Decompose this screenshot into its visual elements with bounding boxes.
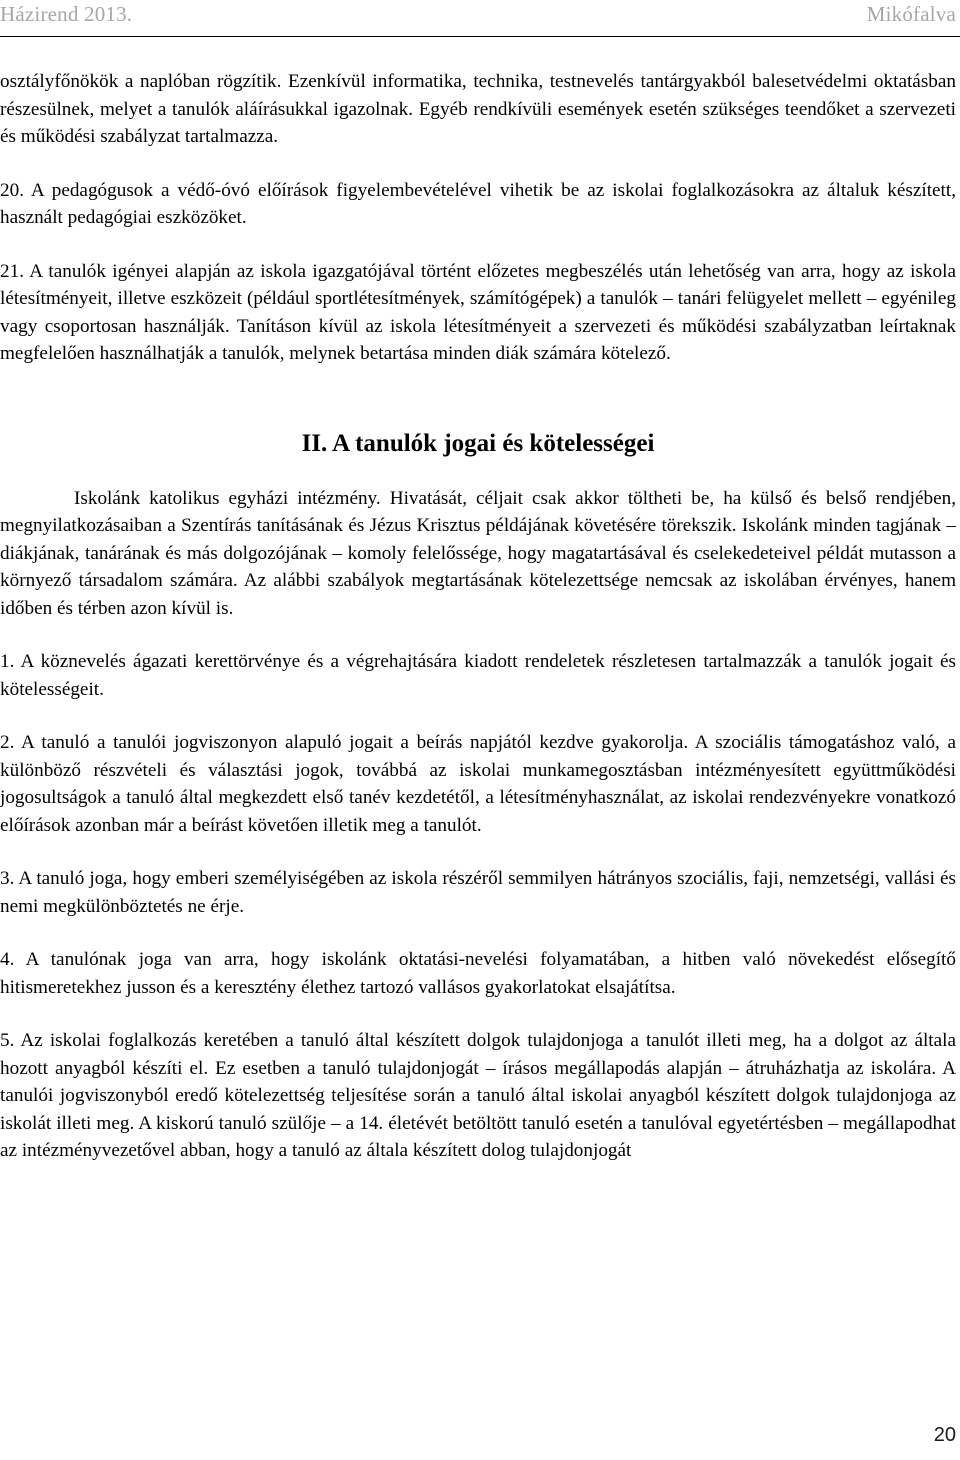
document-body xyxy=(0,68,956,1165)
header-school-name: Mikófalva xyxy=(866,2,956,26)
paragraph-continued: osztályfőnökök a naplóban rögzítik. Ezenkívül informatika, technika, testnevelés tantárgyakból balesetvédelmi oktatásban részesülnek, melyet a tanulók aláírásukkal igazolnak. Egyéb rendkívüli események esetén szükséges teendőket a szervezeti és működési szabályzat tartalmazza. xyxy=(0,71,956,147)
page-header xyxy=(0,0,960,37)
paragraph-20: 20. A pedagógusok a védő-óvó előírások figyelembevételével vihetik be az iskolai foglalkozásokra az általuk készített, használt pedagógiai eszközöket. xyxy=(0,179,956,228)
item-4: 4. A tanulónak joga van arra, hogy iskolánk oktatási-nevelési folyamatában, a hitben való növekedést elősegítő hitismeretekhez jusson és a keresztény élethez tartozó vallásos gyakorlatokat elsajátítsa. xyxy=(0,949,956,998)
paragraph-21: 21. A tanulók igényei alapján az iskola igazgatójával történt előzetes megbeszélés után lehetőség van arra, hogy az iskola létesítményeit, illetve eszközeit (például sportlétesítmények, számítógépek) a tanulók – tanári felügyelet mellett – egyénileg vagy csoportosan használják. Tanításon kívül az iskola létesítményeit a szervezeti és működési szabályzatban leírtaknak megfelelően használhatják a tanulók, melynek betartása minden diák számára kötelező. xyxy=(0,260,956,364)
item-5: 5. Az iskolai foglalkozás keretében a tanuló által készített dolgok tulajdonjoga a tanulót illeti meg, ha a dolgot az általa hozott anyagból készíti el. Ez esetben a tanuló tulajdonjogát – írásos megállapodás alapján – átruházhatja az iskolára. A tanulói jogviszonyból eredő kötelezettség teljesítése során a tanuló által iskolai anyagból készített dolgok tulajdonjoga az iskolát illeti meg. A kiskorú tanuló szülője – a 14. életévét betöltött tanuló esetén a tanulóval egyetértésben – megállapodhat az intézményvezetővel abban, hogy a tanuló az általa készített dolog tulajdonjogát xyxy=(0,1030,956,1161)
section-intro: Iskolánk katolikus egyházi intézmény. Hivatását, céljait csak akkor töltheti be, ha külső és belső rendjében, megnyilatkozásaiban a Szentírás tanításának és Jézus Krisztus példájának követésére törekszik. Iskolánk minden tagjának – diákjának, tanárának és más dolgozójának – komoly felelőssége, hogy magatartásával és cselekedeteivel példát mutasson a környező társadalom számára. Az alábbi szabályok megtartásának kötelezettsége nemcsak az iskolában érvényes, hanem időben és térben azon kívül is. xyxy=(0,487,956,619)
item-3: 3. A tanuló joga, hogy emberi személyiségében az iskola részéről semmilyen hátrányos szociális, faji, nemzetségi, vallási és nemi megkülönböztetés ne érje. xyxy=(0,868,956,917)
item-2: 2. A tanuló a tanulói jogviszonyon alapuló jogait a beírás napjától kezdve gyakorolja. A szociális támogatáshoz való, a különböző részvételi és választási jogok, továbbá az iskolai munkamegosztásban intézményesített együttműködési jogosultságok a tanuló által megkezdett első tanév kezdetétől, a létesítményhasználat, az iskolai rendezvényekre vonatkozó előírások azonban már a beírást követően illetik meg a tanulót. xyxy=(0,732,956,836)
item-1: 1. A köznevelés ágazati kerettörvénye és a végrehajtására kiadott rendeletek részletesen tartalmazzák a tanulók jogait és kötelességeit. xyxy=(0,651,956,700)
page-number: 20 xyxy=(933,1424,956,1446)
header-title: Házirend 2013. xyxy=(0,2,133,26)
section-heading: II. A tanulók jogai és kötelességei xyxy=(301,429,655,457)
